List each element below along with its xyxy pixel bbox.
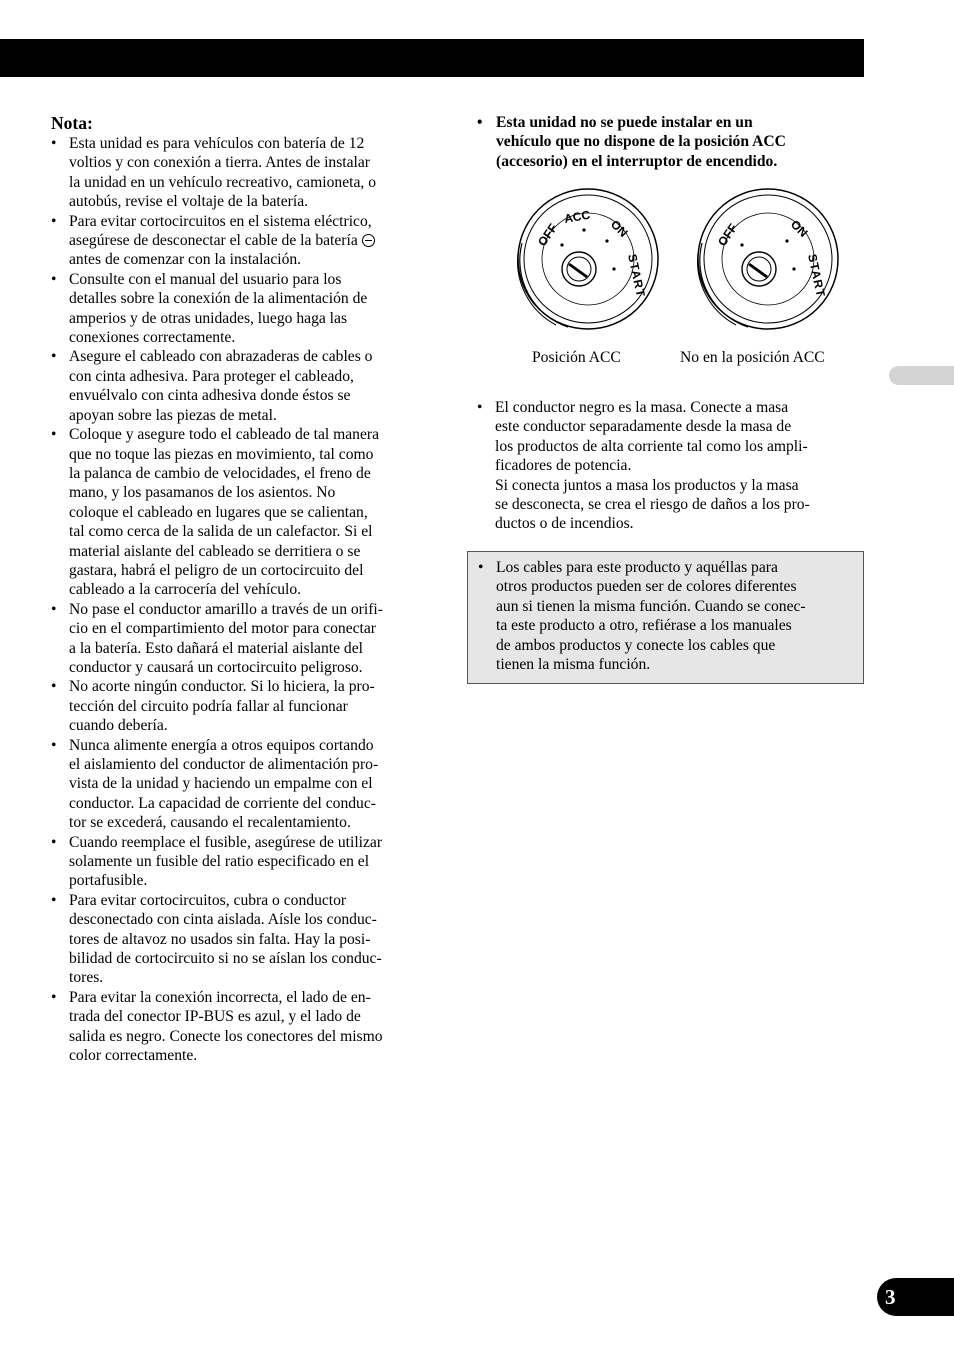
nota-item-line: bilidad de cortocircuito si no se aíslan los conduc- [69, 950, 382, 968]
nota-item-line: Para evitar la conexión incorrecta, el lado de en- [69, 988, 371, 1006]
nota-item-line: conexiones correctamente. [69, 329, 236, 347]
nota-item-line: Coloque y asegure todo el cableado de tal manera [69, 426, 380, 444]
nota-item-line: salida es negro. Conecte los conectores del mismo [69, 1027, 383, 1045]
nota-item-line: portafusible. [69, 872, 148, 890]
acc-warning-line: (accesorio) en el interruptor de encendido. [496, 152, 778, 170]
nota-item-line: autobús, revise el voltaje de la batería. [69, 193, 309, 211]
notes-column [51, 113, 441, 1066]
cable-note-line: otros productos pueden ser de colores diferentes [496, 578, 797, 596]
nota-item-line: vista de la unidad y haciendo un empalme con el [69, 775, 373, 793]
dial-acc-label: ACC [563, 207, 592, 226]
ground-note-line: se desconecta, se crea el riesgo de daños a los pro- [495, 496, 810, 514]
nota-item-line: coloque el cableado en lugares que se calientan, [69, 503, 368, 521]
nota-item [51, 212, 441, 270]
nota-item-line: tores. [69, 969, 104, 987]
cable-color-note-box [467, 551, 864, 684]
nota-item-line: Esta unidad es para vehículos con batería de 12 [69, 135, 365, 152]
nota-item-line: que no toque las piezas en movimiento, tal como [69, 445, 374, 463]
caption-acc-position: Posición ACC [532, 349, 621, 366]
nota-item-line: desconectado con cinta aislada. Aísle los conduc- [69, 911, 377, 929]
nota-item-line: la unidad en un vehículo recreativo, camioneta, o [69, 173, 376, 191]
nota-item-line: mano, y los pasamanos de los asientos. No [69, 484, 336, 502]
dial-off-label: OFF [714, 221, 741, 249]
nota-item-line: el aislamiento del conductor de alimentación pro- [69, 756, 379, 773]
nota-item-line: conductor. La capacidad de corriente del conduc- [69, 794, 376, 812]
caption-no-acc-position: No en la posición ACC [680, 349, 825, 366]
nota-item [51, 347, 441, 425]
ground-note-line: El conductor negro es la masa. Conecte a masa [495, 399, 789, 416]
cable-note-line: aun si tienen la misma función. Cuando se conec- [496, 597, 806, 615]
nota-item-line: apoyan sobre las piezas de metal. [69, 406, 277, 424]
dial-on-label: ON [787, 217, 811, 240]
section-tab [889, 366, 954, 385]
nota-item-line: Consulte con el manual del usuario para los [69, 270, 342, 288]
ground-note-line: los productos de alta corriente tal como los ampli- [495, 437, 808, 455]
cable-note-item [478, 558, 859, 674]
nota-item-line: No acorte ningún conductor. Si lo hiciera, la pro- [69, 678, 375, 696]
nota-item-line: cuando debería. [69, 717, 168, 735]
nota-item [51, 988, 441, 1066]
ground-note-item [477, 398, 867, 534]
nota-item-line: color correctamente. [69, 1047, 198, 1065]
nota-item-line: conductor y causará un cortocircuito peligroso. [69, 658, 363, 676]
ignition-diagrams [508, 183, 868, 343]
nota-item [51, 600, 441, 678]
nota-item-line: Para evitar cortocircuitos en el sistema eléctrico, [69, 212, 372, 230]
ground-note-line: este conductor separadamente desde la masa de [495, 418, 792, 436]
acc-warning [477, 113, 867, 171]
nota-item [51, 833, 441, 891]
nota-item [51, 425, 441, 600]
ground-note-line: ficadores de potencia. [495, 457, 632, 475]
nota-item-line: tección del circuito podría fallar al funcionar [69, 697, 348, 715]
dial-start-label: START [805, 252, 828, 299]
nota-item-line: Asegure el cableado con abrazaderas de cables o [69, 348, 373, 366]
nota-item [51, 736, 441, 833]
nota-item-line: Cuando reemplace el fusible, asegúrese de utilizar [69, 833, 383, 851]
acc-warning-text [477, 113, 856, 171]
nota-item-line: trada del conector IP-BUS es azul, y el lado de [69, 1008, 361, 1026]
dial-off-label: OFF [534, 221, 561, 249]
cable-note-line: tienen la misma función. [496, 656, 651, 674]
header-bar [0, 39, 864, 77]
nota-heading: Nota: [51, 113, 93, 133]
nota-item-line: gastara, habrá el peligro de un cortocircuito del [69, 561, 364, 579]
nota-list [51, 134, 441, 1066]
nota-item-line: envuélvalo con cinta adhesiva donde éstos se [69, 387, 351, 405]
nota-item-line: cableado a la carrocería del vehículo. [69, 581, 302, 599]
battery-negative-icon [362, 234, 375, 247]
nota-item-line: a la batería. Esto dañará el material aislante del [69, 639, 363, 657]
nota-item-line: antes de comenzar con la instalación. [69, 251, 302, 269]
dial-start-label: START [625, 252, 648, 299]
nota-item-line: asegúrese de desconectar el cable de la batería [69, 232, 358, 250]
cable-note-line: Los cables para este producto y aquéllas para [496, 559, 778, 576]
ground-note-line: ductos o de incendios. [495, 515, 634, 533]
nota-item-line: Nunca alimente energía a otros equipos cortando [69, 736, 374, 754]
nota-item [51, 891, 441, 988]
nota-item-line: tores de altavoz no usados sin falta. Hay la posi- [69, 930, 371, 948]
ignition-switch-no-acc-diagram [688, 183, 840, 335]
nota-item-line: detalles sobre la conexión de la alimentación de [69, 290, 368, 308]
ground-note [477, 398, 867, 534]
cable-note-line: ta este producto a otro, refiérase a los manuales [496, 617, 792, 635]
nota-item [51, 270, 441, 348]
nota-item-line: la palanca de cambio de velocidades, el freno de [69, 464, 371, 482]
nota-item-line: cio en el compartimiento del motor para conectar [69, 620, 376, 638]
nota-item-line: tor se excederá, causando el recalentamiento. [69, 814, 351, 832]
cable-note-line: de ambos productos y conecte los cables que [496, 636, 776, 654]
nota-item-line: voltios y con conexión a tierra. Antes de instalar [69, 154, 370, 172]
cable-note-list [478, 558, 859, 674]
nota-item-line: tal como cerca de la salida de un calefactor. Si el [69, 523, 373, 541]
dial-on-label: ON [607, 217, 631, 240]
nota-item [51, 134, 441, 212]
acc-warning-line: vehículo que no dispone de la posición ACC [496, 133, 786, 151]
nota-item-line: material aislante del cableado se derritiera o se [69, 542, 361, 560]
nota-item-line: No pase el conductor amarillo a través de un orifi- [69, 600, 383, 618]
acc-warning-line: Esta unidad no se puede instalar en un [496, 114, 753, 131]
nota-item-line: amperios y de otras unidades, luego haga las [69, 309, 348, 327]
ignition-switch-acc-diagram [508, 183, 660, 335]
nota-item-line: Para evitar cortocircuitos, cubra o conductor [69, 891, 347, 909]
page-number: 3 [877, 1278, 954, 1316]
nota-item [51, 677, 441, 735]
nota-item-line: con cinta adhesiva. Para proteger el cableado, [69, 367, 354, 385]
ground-note-line: Si conecta juntos a masa los productos y la masa [495, 476, 799, 494]
nota-item-line: solamente un fusible del ratio especificado en el [69, 853, 370, 871]
